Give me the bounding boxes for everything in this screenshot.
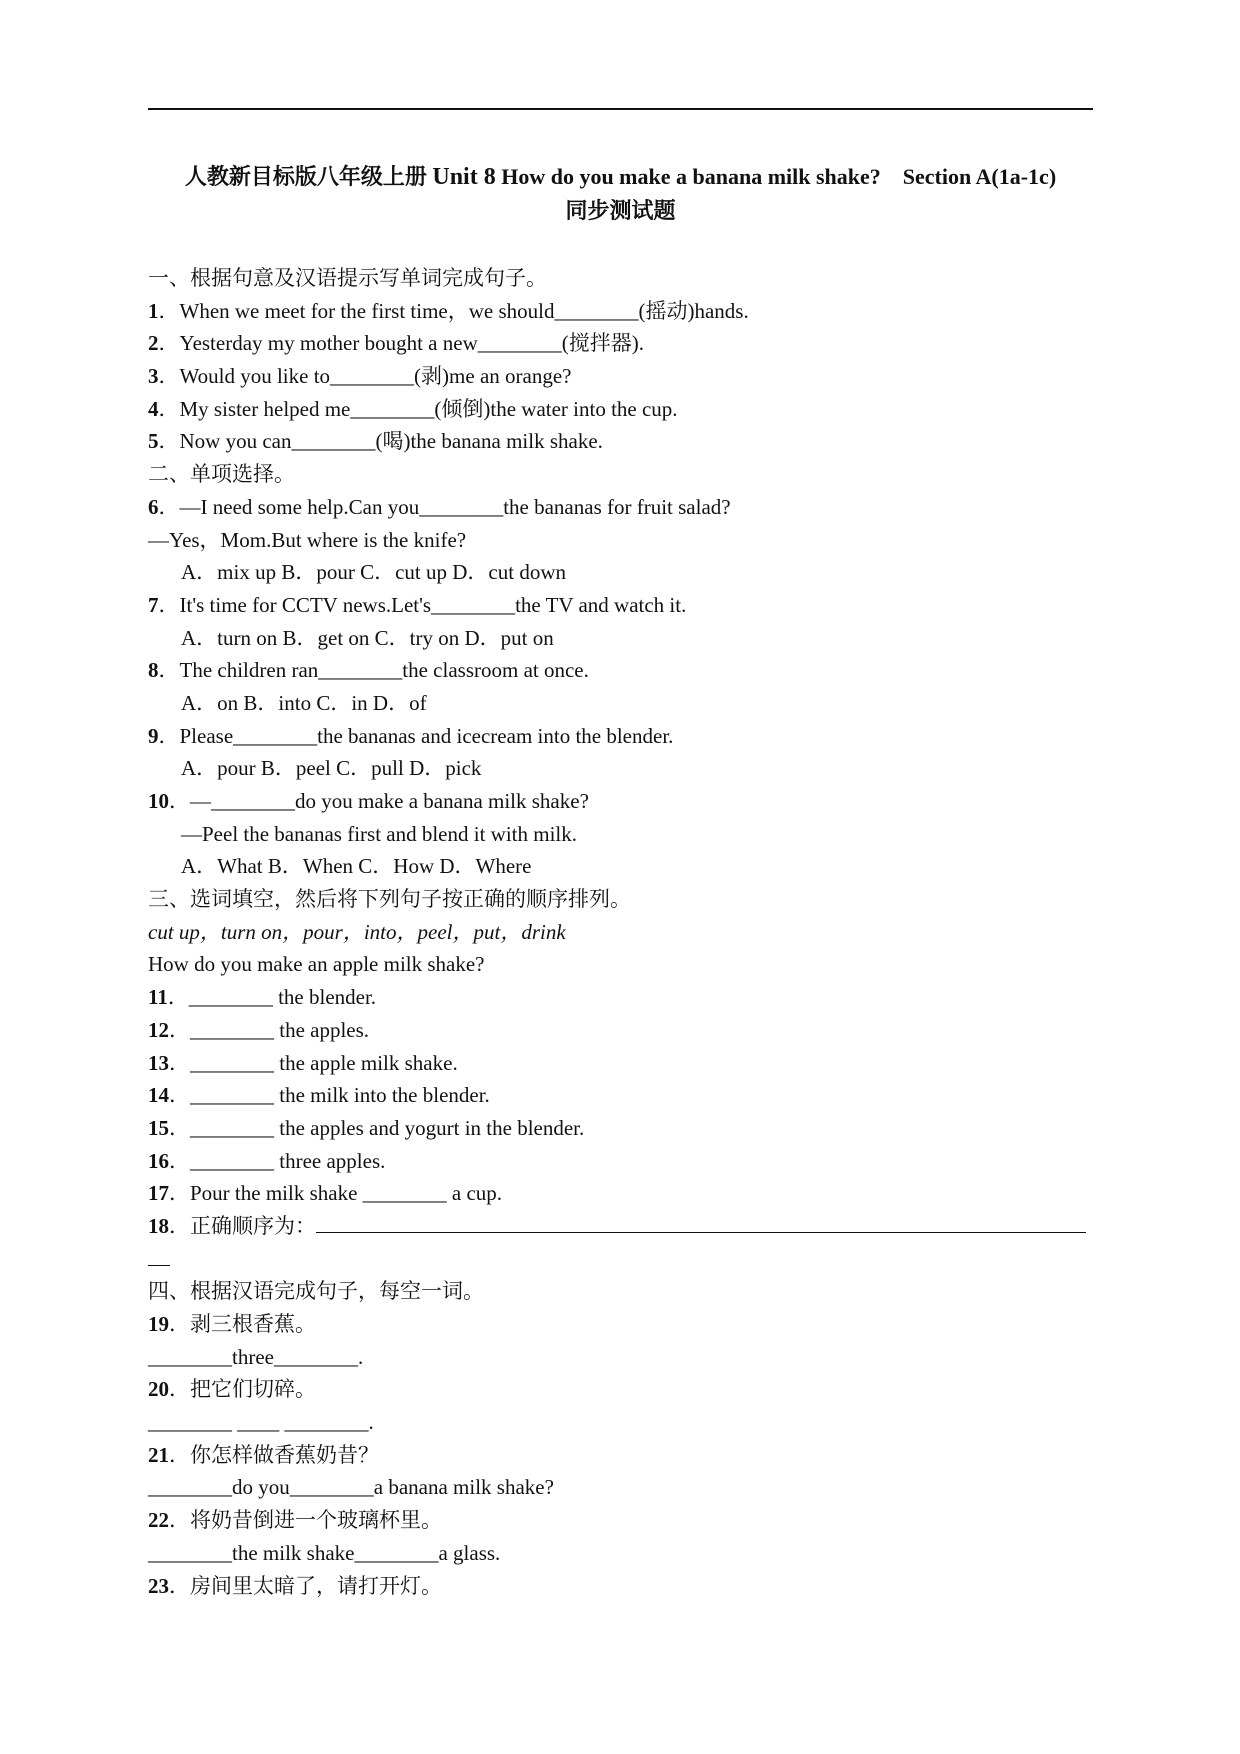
question-text: 正确顺序为： [190, 1213, 316, 1238]
question-number: 5 [148, 429, 159, 454]
question-text: 你怎样做香蕉奶昔？ [190, 1442, 379, 1467]
question-number: 2 [148, 331, 159, 356]
question-text: Yesterday my mother bought a new________(搅拌器). [179, 331, 644, 356]
question-text: —________do you make a banana milk shake? [190, 789, 589, 813]
question-23: 23．房间里太暗了，请打开灯。 [148, 1573, 442, 1598]
question-text: 房间里太暗了，请打开灯。 [190, 1573, 442, 1598]
title-rest: How do you make a banana milk shake? Section A(1a-1c) [501, 164, 1057, 189]
question-text: 把它们切碎。 [190, 1377, 316, 1402]
question-22-answer: ________the milk shake________a glass. [148, 1540, 501, 1565]
title-unit: Unit 8 [432, 164, 496, 190]
question-16: 16．________ three apples. [148, 1148, 386, 1173]
question-18-continuation [148, 1243, 1096, 1276]
question-text: The children ran________the classroom at once. [179, 658, 589, 683]
question-text: It's time for CCTV news.Let's________the TV and watch it. [179, 592, 687, 617]
question-text: ________ three apples. [190, 1148, 386, 1173]
question-number: 7 [148, 592, 159, 617]
answer-blank[interactable] [316, 1210, 1086, 1233]
question-20: 20．把它们切碎。 [148, 1377, 316, 1402]
question-21: 21．你怎样做香蕉奶昔？ [148, 1442, 379, 1467]
question-3: 3．Would you like to________(剥)me an orange? [148, 364, 572, 389]
question-21-answer: ________do you________a banana milk shake? [148, 1475, 554, 1500]
question-number: 22 [148, 1508, 169, 1533]
question-text: When we meet for the first time，we should________(摇动)hands. [179, 298, 749, 323]
question-6-line-2: —Yes，Mom.But where is the knife? [148, 527, 467, 552]
question-number: 8 [148, 658, 159, 683]
section-3-heading: 三、选词填空，然后将下列句子按正确的顺序排列。 [148, 887, 631, 912]
question-19: 19．剥三根香蕉。 [148, 1312, 316, 1336]
question-number: 20 [148, 1377, 169, 1402]
question-8: 8．The children ran________the classroom at once. [148, 658, 589, 683]
question-13: 13．________ the apple milk shake. [148, 1050, 458, 1075]
word-bank: cut up，turn on，pour，into，peel，put，drink [148, 919, 566, 944]
question-number: 11 [148, 985, 168, 1010]
header-rule [148, 108, 1093, 110]
question-text: ________ the apple milk shake. [190, 1050, 458, 1075]
question-number: 14 [148, 1083, 169, 1108]
question-text: ________ the milk into the blender. [190, 1083, 490, 1108]
question-number: 9 [148, 723, 159, 748]
question-8-options: A．on B．into C．in D．of [181, 690, 427, 715]
question-15: 15．________ the apples and yogurt in the blender. [148, 1115, 585, 1140]
title-line-1 [148, 160, 1093, 194]
question-number: 17 [148, 1181, 169, 1206]
question-20-answer: ________ ____ ________. [148, 1410, 374, 1435]
question-number: 19 [148, 1312, 169, 1336]
question-number: 21 [148, 1442, 169, 1467]
question-text: ________ the apples and yogurt in the blender. [190, 1115, 585, 1140]
question-text: 将奶昔倒进一个玻璃杯里。 [190, 1508, 442, 1533]
question-text: Now you can________(喝)the banana milk shake. [179, 429, 603, 454]
question-7-options: A．turn on B．get on C．try on D．put on [181, 625, 554, 650]
question-22: 22．将奶昔倒进一个玻璃杯里。 [148, 1508, 442, 1533]
question-number: 3 [148, 364, 159, 389]
question-number: 18 [148, 1213, 169, 1238]
question-12: 12．________ the apples. [148, 1017, 370, 1042]
question-5: 5．Now you can________(喝)the banana milk shake. [148, 429, 603, 454]
document-body [148, 262, 1096, 1602]
section-1-heading: 一、根据句意及汉语提示写单词完成句子。 [148, 266, 547, 290]
answer-blank-continuation[interactable] [148, 1243, 170, 1266]
question-number: 4 [148, 396, 159, 421]
question-text: ________ the blender. [188, 985, 377, 1010]
question-1: 1．When we meet for the first time，we should________(摇动)hands. [148, 298, 749, 323]
question-number: 12 [148, 1017, 169, 1042]
question-18: 18．正确顺序为： [148, 1210, 1096, 1243]
question-number: 13 [148, 1050, 169, 1075]
question-number: 16 [148, 1148, 169, 1173]
question-11: 11．________ the blender. [148, 985, 377, 1010]
question-text: 剥三根香蕉。 [190, 1312, 316, 1336]
title-line-2: 同步测试题 [565, 198, 676, 223]
question-14: 14．________ the milk into the blender. [148, 1083, 490, 1108]
question-19-answer: ________three________. [148, 1344, 364, 1369]
section-2-heading: 二、单项选择。 [148, 462, 295, 487]
question-number: 1 [148, 298, 159, 323]
question-text: —I need some help.Can you________the bananas for fruit salad? [179, 494, 731, 519]
question-6: 6．—I need some help.Can you________the bananas for fruit salad? [148, 494, 731, 519]
title-cn: 人教新目标版八年级上册 [184, 164, 427, 189]
question-text: Please________the bananas and icecream into the blender. [179, 723, 674, 748]
section-4-heading: 四、根据汉语完成句子，每空一词。 [148, 1279, 484, 1304]
question-text: ________ the apples. [190, 1017, 370, 1042]
question-10-line-2: —Peel the bananas first and blend it with milk. [181, 821, 578, 846]
question-9: 9．Please________the bananas and icecream into the blender. [148, 723, 674, 748]
section-3-intro: How do you make an apple milk shake? [148, 952, 485, 977]
question-9-options: A．pour B．peel C．pull D．pick [181, 756, 482, 781]
question-text: Pour the milk shake ________ a cup. [190, 1181, 503, 1206]
question-10: 10．—________do you make a banana milk shake? [148, 789, 589, 813]
question-10-options: A．What B．When C．How D．Where [181, 854, 532, 879]
question-2: 2．Yesterday my mother bought a new________(搅拌器). [148, 331, 644, 356]
question-17: 17．Pour the milk shake ________ a cup. [148, 1181, 503, 1206]
question-text: My sister helped me________(倾倒)the water into the cup. [179, 396, 678, 421]
question-4: 4．My sister helped me________(倾倒)the water into the cup. [148, 396, 678, 421]
question-7: 7．It's time for CCTV news.Let's________the TV and watch it. [148, 592, 687, 617]
question-number: 6 [148, 494, 159, 519]
question-6-options: A．mix up B．pour C．cut up D．cut down [181, 560, 566, 585]
question-text: Would you like to________(剥)me an orange? [179, 364, 572, 389]
question-number: 15 [148, 1115, 169, 1140]
question-number: 23 [148, 1573, 169, 1598]
document-title [148, 160, 1093, 227]
question-number: 10 [148, 789, 169, 813]
